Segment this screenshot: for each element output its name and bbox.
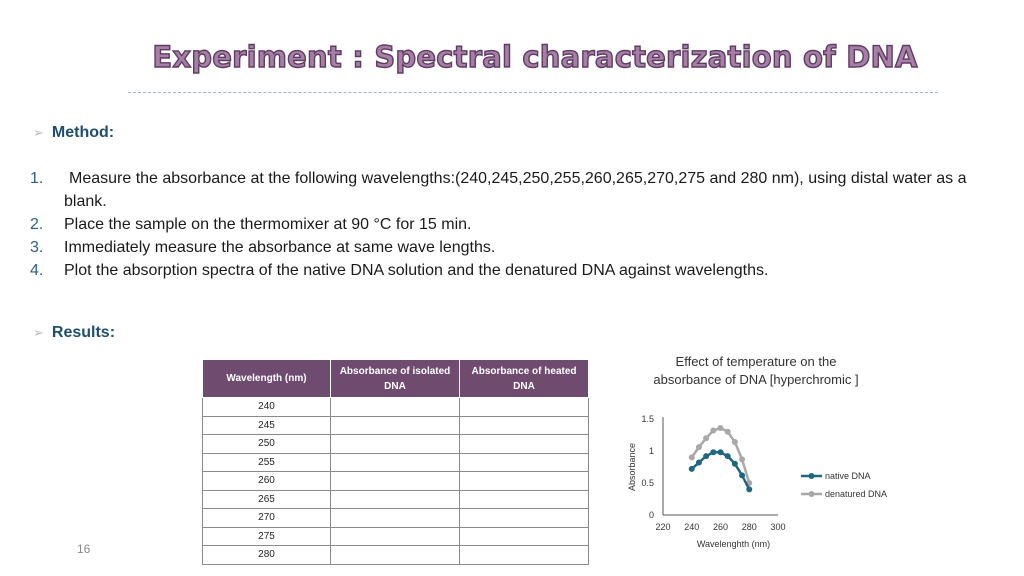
method-steps [30, 167, 990, 282]
cell-wavelength: 265 [203, 490, 331, 509]
data-point [732, 461, 738, 467]
table-row [203, 453, 589, 472]
step-item [30, 259, 990, 282]
cell-wavelength: 255 [203, 453, 331, 472]
chart-title: Effect of temperature on the absorbance of DNA [hyperchromic ] [653, 354, 859, 387]
step-text: Immediately measure the absorbance at same wave lengths. [64, 239, 496, 256]
cell-wavelength: 280 [203, 546, 331, 565]
data-point [725, 453, 731, 459]
table-row [203, 435, 589, 454]
cell-heated [460, 472, 589, 491]
table-row [203, 546, 589, 565]
cell-isolated [331, 435, 460, 454]
method-heading-label: Method: [51, 124, 115, 141]
data-point [732, 439, 738, 445]
y-tick-label: 0 [648, 510, 654, 520]
step-item [30, 236, 990, 259]
x-axis-label: Wavelenghth (nm) [696, 539, 771, 549]
cell-wavelength: 275 [203, 527, 331, 546]
cell-isolated [331, 509, 460, 528]
step-number: 4. [30, 262, 44, 279]
cell-isolated [331, 546, 460, 565]
step-text: Place the sample on the thermomixer at 90 °C for 15 min. [64, 216, 472, 233]
table-row [203, 490, 589, 509]
legend-marker [809, 491, 815, 497]
cell-wavelength: 270 [203, 509, 331, 528]
table-row [203, 416, 589, 435]
data-point [689, 466, 695, 472]
cell-wavelength: 245 [203, 416, 331, 435]
results-heading-label: Results: [51, 324, 116, 341]
cell-heated [460, 546, 589, 565]
y-tick-label: 0.5 [641, 478, 654, 488]
cell-heated [460, 490, 589, 509]
legend-label: denatured DNA [825, 489, 888, 499]
results-heading [33, 324, 115, 342]
data-point [718, 425, 724, 431]
slide-title: Experiment : Spectral characterization of DNA [152, 40, 918, 74]
data-point [703, 435, 709, 441]
x-tick-label: 280 [741, 522, 757, 532]
x-tick-label: 260 [712, 522, 729, 532]
legend-marker [809, 473, 815, 479]
step-number: 1. [30, 170, 44, 187]
data-point [725, 429, 731, 435]
header-wavelength: Wavelength (nm) [203, 360, 331, 398]
header-isolated-dna: Absorbance of isolated DNA [331, 360, 460, 398]
data-point [739, 456, 745, 462]
title-divider [128, 92, 938, 93]
cell-wavelength: 260 [203, 472, 331, 491]
absorbance-chart [620, 410, 910, 555]
cell-heated [460, 527, 589, 546]
header-heated-dna: Absorbance of heated DNA [460, 360, 589, 398]
cell-isolated [331, 490, 460, 509]
x-tick-label: 220 [655, 522, 671, 532]
step-item [30, 167, 990, 213]
cell-wavelength: 240 [203, 398, 331, 417]
cell-heated [460, 398, 589, 417]
data-point [739, 472, 745, 478]
data-point [718, 449, 724, 455]
table-row [203, 472, 589, 491]
data-point [710, 449, 716, 455]
step-item [30, 213, 990, 236]
table-row [203, 527, 589, 546]
cell-isolated [331, 416, 460, 435]
method-heading [33, 124, 114, 142]
cell-isolated [331, 472, 460, 491]
data-point [746, 486, 752, 492]
x-tick-label: 300 [770, 522, 786, 532]
table-header-row [203, 360, 589, 398]
cell-isolated [331, 398, 460, 417]
page-number: 16 [77, 542, 91, 556]
cell-heated [460, 416, 589, 435]
data-point [696, 444, 702, 450]
table-row [203, 509, 589, 528]
step-number: 3. [30, 239, 44, 256]
legend-label: native DNA [825, 471, 871, 481]
data-point [696, 460, 702, 466]
data-point [710, 428, 716, 434]
cell-heated [460, 435, 589, 454]
arrow-bullet-icon: ➢ [33, 125, 44, 140]
cell-heated [460, 509, 589, 528]
data-point [689, 454, 695, 460]
cell-isolated [331, 453, 460, 472]
cell-wavelength: 250 [203, 435, 331, 454]
x-tick-label: 240 [684, 522, 700, 532]
results-table [202, 359, 589, 565]
data-point [703, 453, 709, 459]
y-tick-label: 1.5 [641, 414, 654, 424]
y-tick-label: 1 [648, 446, 654, 456]
cell-heated [460, 453, 589, 472]
y-axis-label: Absorbance [627, 442, 637, 492]
step-text: Measure the absorbance at the following wavelengths:(240,245,250,255,260,265,270,275 and 280 nm), using distal water as a blank. [64, 170, 967, 210]
table-row [203, 398, 589, 417]
step-text: Plot the absorption spectra of the native DNA solution and the denatured DNA against wavelengths. [64, 262, 769, 279]
cell-isolated [331, 527, 460, 546]
step-number: 2. [30, 216, 44, 233]
arrow-bullet-icon: ➢ [33, 325, 44, 340]
